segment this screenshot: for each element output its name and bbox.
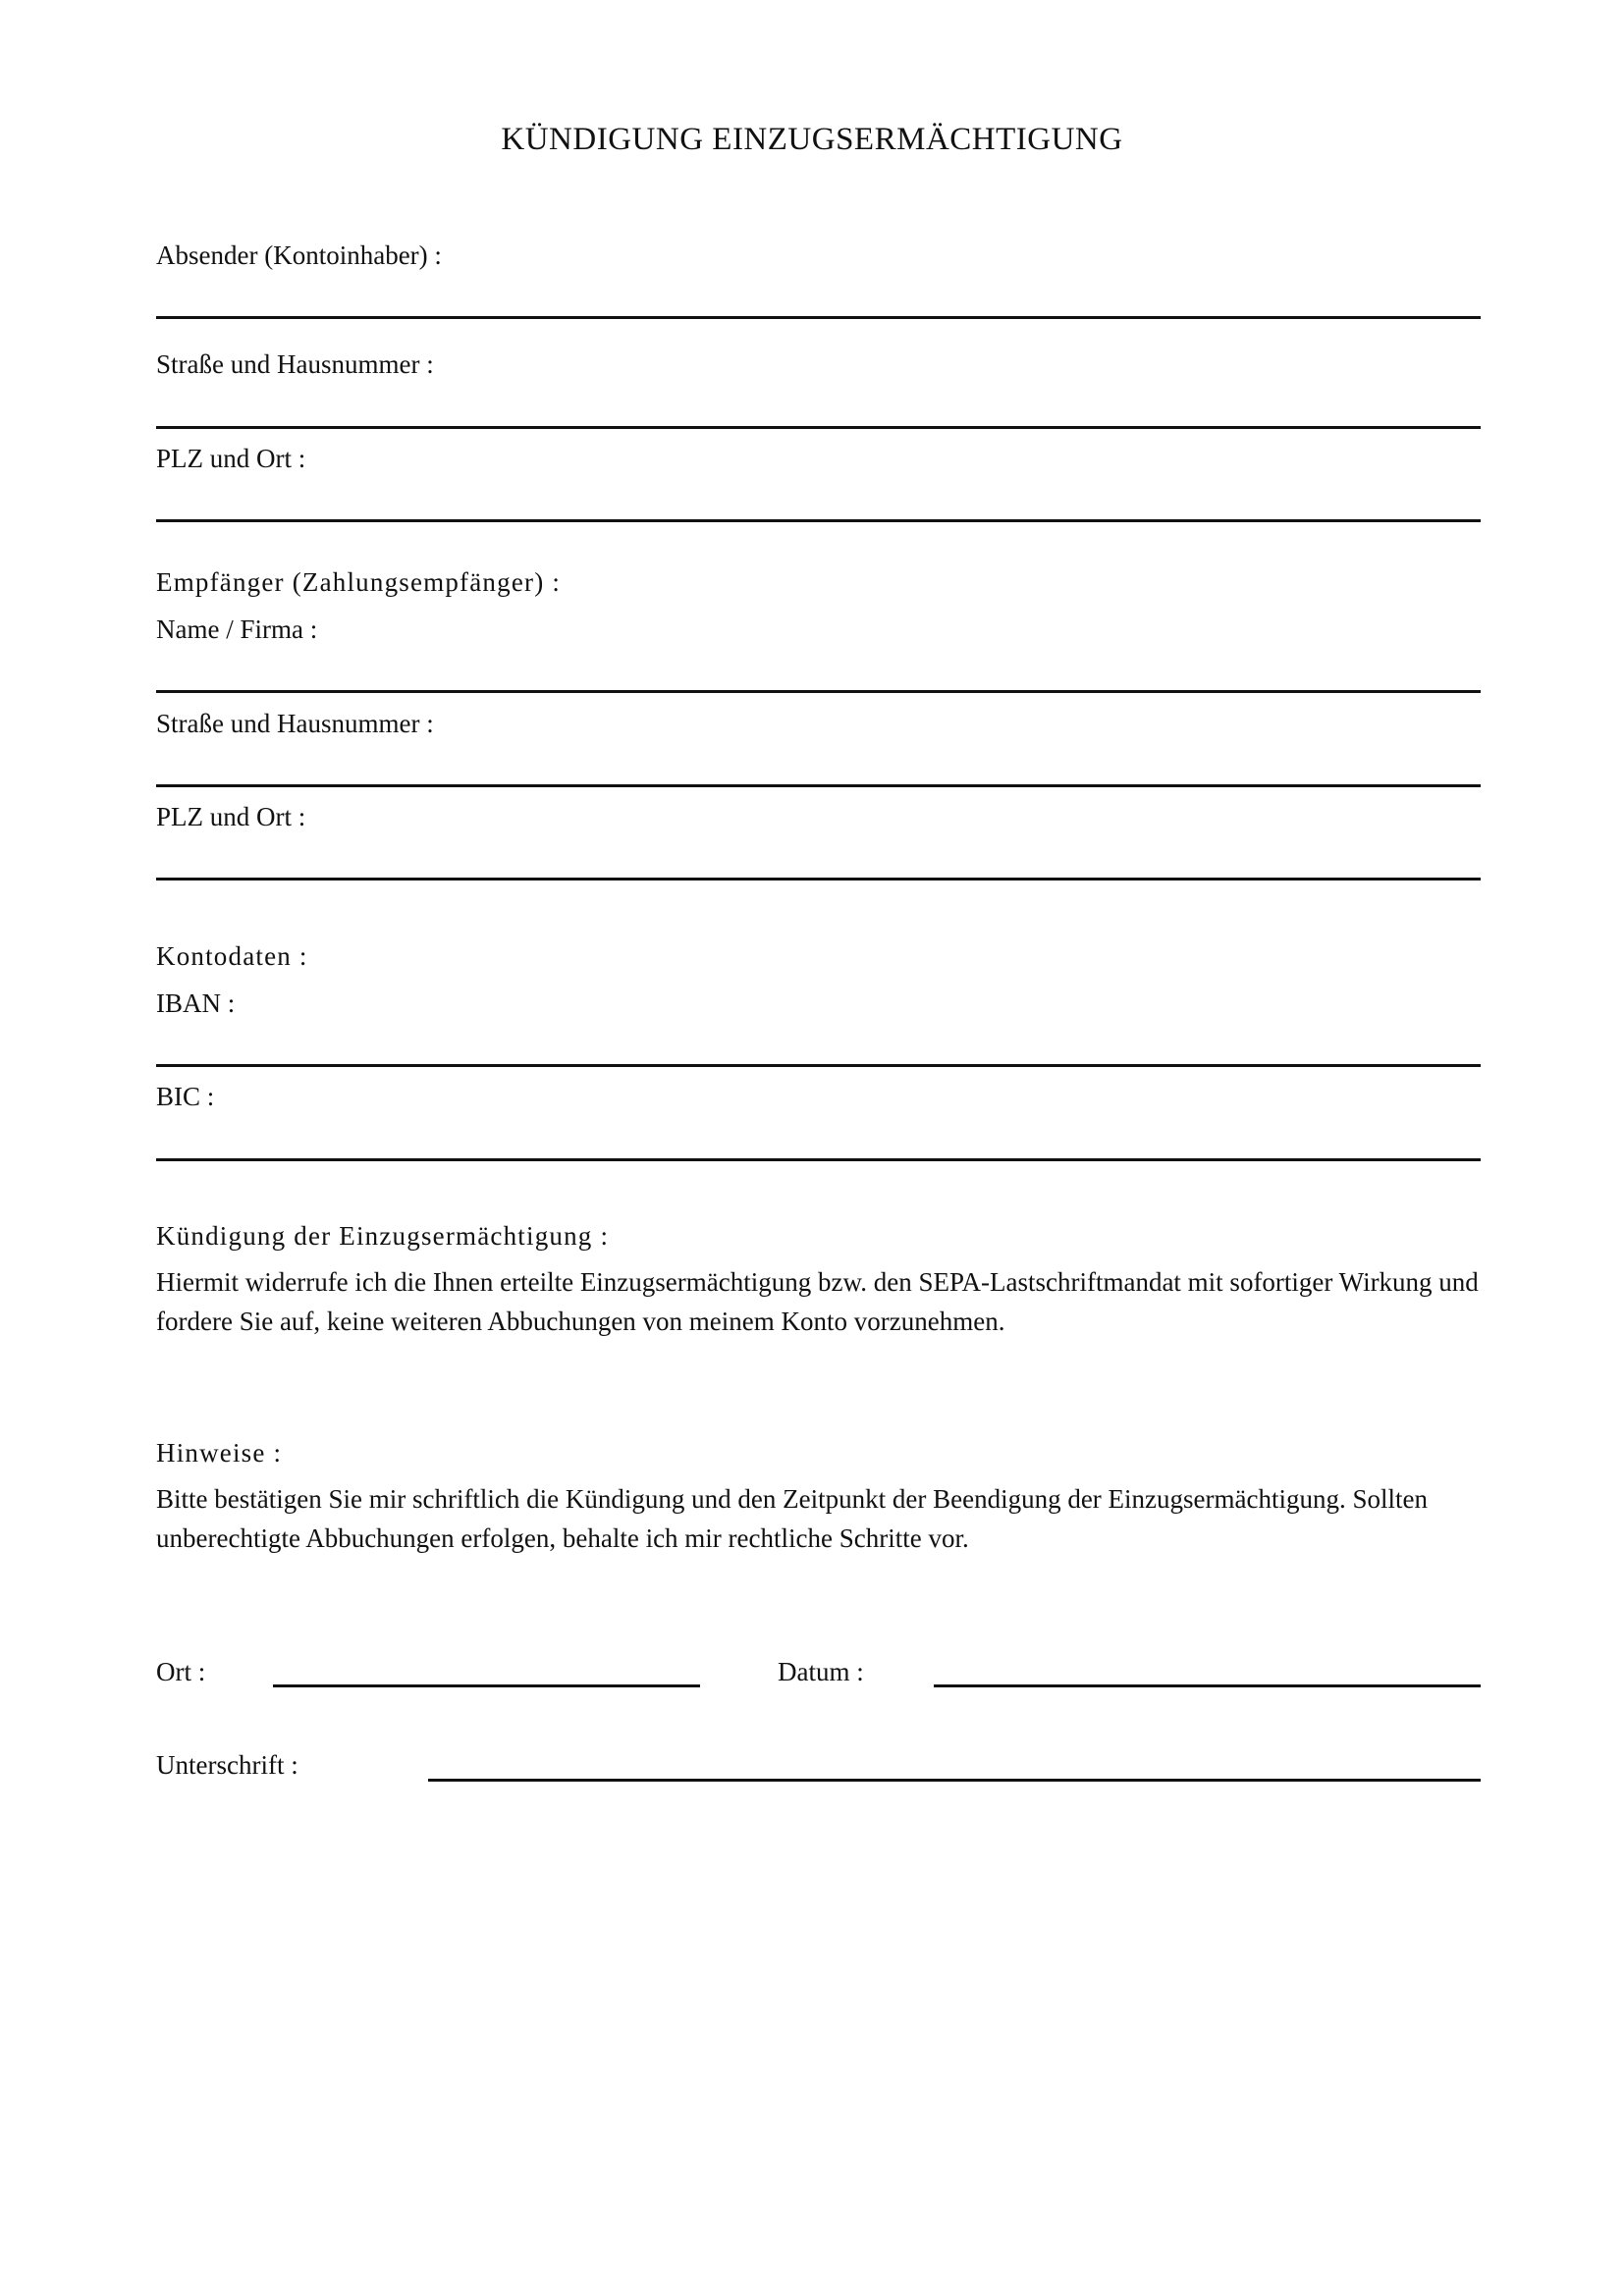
recipient-heading: Empfänger (Zahlungsempfänger) : (156, 567, 562, 597)
signature-label: Unterschrift : (156, 1750, 298, 1780)
bic-line[interactable] (156, 1158, 1481, 1161)
signature-line[interactable] (428, 1779, 1481, 1782)
sender-name-label: Absender (Kontoinhaber) : (156, 240, 442, 270)
recipient-street-line[interactable] (156, 784, 1481, 787)
iban-line[interactable] (156, 1064, 1481, 1067)
place-label: Ort : (156, 1657, 206, 1686)
date-label: Datum : (778, 1657, 864, 1686)
recipient-zip-city-line[interactable] (156, 878, 1481, 881)
cancellation-text: Hiermit widerrufe ich die Ihnen erteilte Einzugsermächtigung bzw. den SEPA-Lastschriftmandat mit sofortiger Wirkung und fordere Sie auf, keine weiteren Abbuchungen von meinem Konto vorzunehmen. (156, 1267, 1479, 1336)
recipient-zip-city-label: PLZ und Ort : (156, 802, 306, 831)
sender-zip-city-label: PLZ und Ort : (156, 444, 306, 473)
cancellation-heading: Kündigung der Einzugsermächtigung : (156, 1221, 610, 1251)
recipient-name-line[interactable] (156, 690, 1481, 693)
date-line[interactable] (934, 1684, 1481, 1687)
notes-text: Bitte bestätigen Sie mir schriftlich die Kündigung und den Zeitpunkt der Beendigung der Einzugsermächtigung. Sollten unberechtigte Abbuchungen erfolgen, behalte ich mir rechtliche Schritte vor. (156, 1484, 1428, 1553)
bic-label: BIC : (156, 1082, 215, 1111)
place-line[interactable] (273, 1684, 700, 1687)
recipient-name-label: Name / Firma : (156, 614, 318, 644)
sender-street-label: Straße und Hausnummer : (156, 349, 434, 379)
sender-zip-city-line[interactable] (156, 519, 1481, 522)
document-title: KÜNDIGUNG EINZUGSERMÄCHTIGUNG (501, 122, 1123, 157)
account-heading: Kontodaten : (156, 941, 308, 971)
iban-label: IBAN : (156, 988, 236, 1018)
sender-name-line[interactable] (156, 316, 1481, 319)
sender-street-line[interactable] (156, 426, 1481, 429)
notes-heading: Hinweise : (156, 1438, 283, 1468)
recipient-street-label: Straße und Hausnummer : (156, 709, 434, 738)
